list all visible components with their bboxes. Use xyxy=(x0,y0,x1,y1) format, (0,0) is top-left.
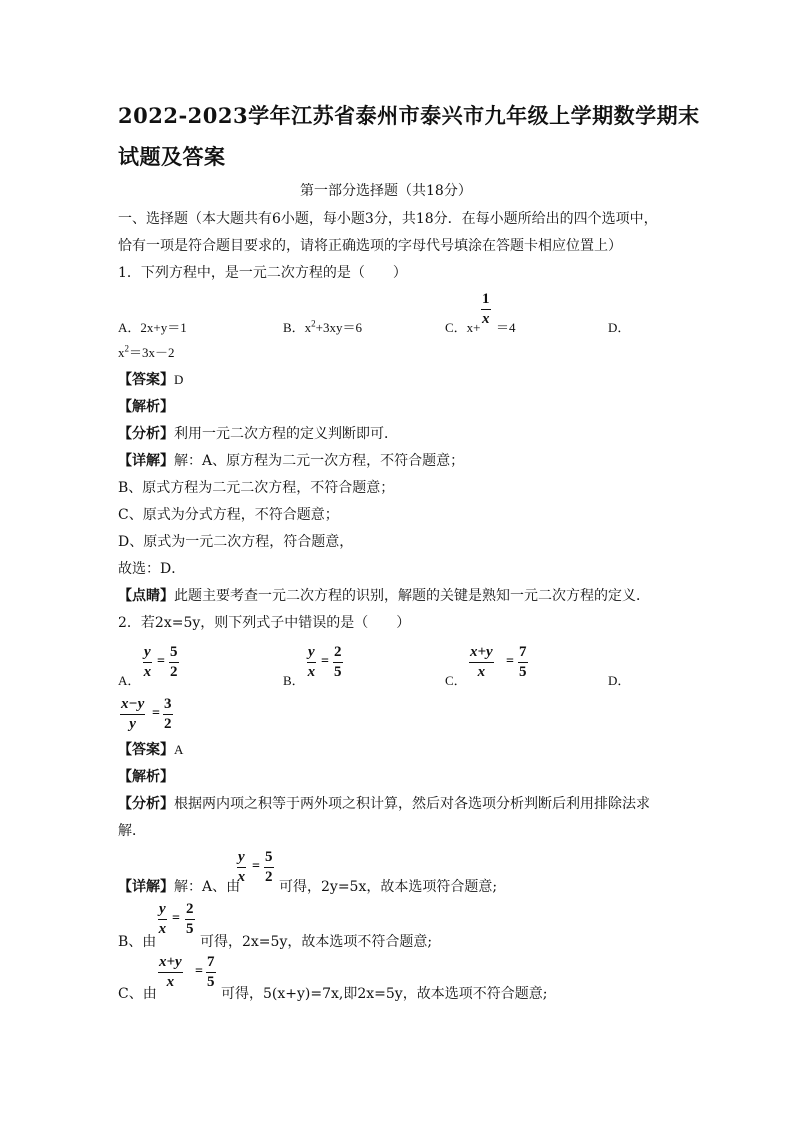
instructions-line1: 一、选择题（本大题共有6小题，每小题3分，共18分．在每小题所给出的四个选项中， xyxy=(118,211,658,227)
q2-option-c-right-fraction: 7 5 xyxy=(519,644,527,680)
q1-analysis-tag: 【解析】 xyxy=(118,399,174,415)
q2-detail-c-left-fraction: x+y x xyxy=(159,954,182,990)
q2-detail-c-right-fraction: 7 5 xyxy=(207,954,215,990)
q2-detail-b-suffix: 可得，2x=5y，故本选项不符合题意; xyxy=(200,934,433,950)
q1-option-c-fraction: 1 x xyxy=(482,291,490,327)
q2-option-b-equals: = xyxy=(321,654,329,669)
instructions-line2: 恰有一项是符合题目要求的，请将正确选项的字母代号填涂在答题卡相应位置上） xyxy=(118,238,622,254)
q1-stem: 1．下列方程中，是一元二次方程的是（ ） xyxy=(118,265,407,281)
q2-option-c-label: C． xyxy=(445,673,467,688)
q2-option-a-label: A． xyxy=(118,673,141,688)
q2-detail-b-equals: = xyxy=(172,911,180,926)
q2-option-a-left-fraction: y x xyxy=(143,644,152,680)
q1-dianjing: 【点睛】此题主要考查一元二次方程的识别，解题的关键是熟知一元二次方程的定义． xyxy=(118,588,650,604)
q2-detail-c-equals: = xyxy=(195,964,203,979)
q1-detail-d: D、原式为一元二次方程，符合题意， xyxy=(118,534,354,550)
q2-fenxi-line1: 【分析】根据两内项之积等于两外项之积计算，然后对各选项分析判断后利用排除法求 xyxy=(118,796,650,812)
q2-option-b-right-fraction: 2 5 xyxy=(334,644,342,680)
q2-stem: 2．若2x=5y，则下列式子中错误的是（ ） xyxy=(118,615,411,631)
q2-detail-b-right-fraction: 2 5 xyxy=(186,901,194,937)
q2-fenxi-line2: 解． xyxy=(118,823,146,839)
q1-answer: 【答案】D xyxy=(118,372,184,388)
q1-detail-c: C、原式为分式方程，不符合题意； xyxy=(118,507,339,523)
q2-option-d-right-fraction: 3 2 xyxy=(164,696,172,732)
doc-title-line2: 试题及答案 xyxy=(118,144,226,169)
q1-option-a: A．2x+y＝1 xyxy=(118,320,187,335)
q1-option-c-suffix: ＝4 xyxy=(496,320,516,335)
q1-option-d-label: D． xyxy=(608,320,631,335)
doc-title-line1: 2022-2023学年江苏省泰州市泰兴市九年级上学期数学期末 xyxy=(118,103,700,128)
q2-option-a-right-fraction: 5 2 xyxy=(170,644,178,680)
q2-detail-a-left-fraction: y x xyxy=(237,849,246,885)
q1-detail-a: 【详解】解：A、原方程为二元一次方程，不符合题意； xyxy=(118,453,465,469)
q2-analysis-tag: 【解析】 xyxy=(118,769,174,785)
q1-detail-b: B、原式方程为二元二次方程，不符合题意； xyxy=(118,480,395,496)
q1-choice: 故选：D． xyxy=(118,561,186,577)
q2-detail-b-left-fraction: y x xyxy=(158,901,167,937)
q2-detail-b-prefix: B、由 xyxy=(118,934,157,950)
q1-option-c-prefix: C．x+ xyxy=(445,320,481,335)
q2-option-c-left-fraction: x+y x xyxy=(470,644,493,680)
q2-detail-a-suffix: 可得，2y=5x，故本选项符合题意; xyxy=(279,879,498,895)
q2-option-a-equals: = xyxy=(157,654,165,669)
q2-option-b-left-fraction: y x xyxy=(307,644,316,680)
q2-option-c-equals: = xyxy=(506,654,514,669)
q2-detail-c-prefix: C、由 xyxy=(118,986,157,1002)
q2-detail-c-suffix: 可得，5(x+y)=7x,即2x=5y，故本选项不符合题意; xyxy=(221,986,548,1002)
q1-option-d: $x^2=3x-2$ xyxy=(118,343,175,360)
q2-detail-a-equals: = xyxy=(252,859,260,874)
q2-option-b-label: B． xyxy=(283,673,305,688)
q2-option-d-left-fraction: x−y y xyxy=(121,696,145,732)
q1-option-b: B．$x^2+3xy=6$ xyxy=(283,318,363,335)
q2-detail-a-right-fraction: 5 2 xyxy=(265,849,273,885)
q2-option-d-equals: = xyxy=(152,706,160,721)
q1-fenxi: 【分析】利用一元二次方程的定义判断即可． xyxy=(118,426,398,442)
q2-option-d-label: D． xyxy=(608,673,631,688)
q2-detail-a-prefix: 【详解】解：A、由 xyxy=(118,879,241,895)
q2-answer: 【答案】A xyxy=(118,742,184,758)
section-title: 第一部分选择题（共18分） xyxy=(300,183,472,199)
